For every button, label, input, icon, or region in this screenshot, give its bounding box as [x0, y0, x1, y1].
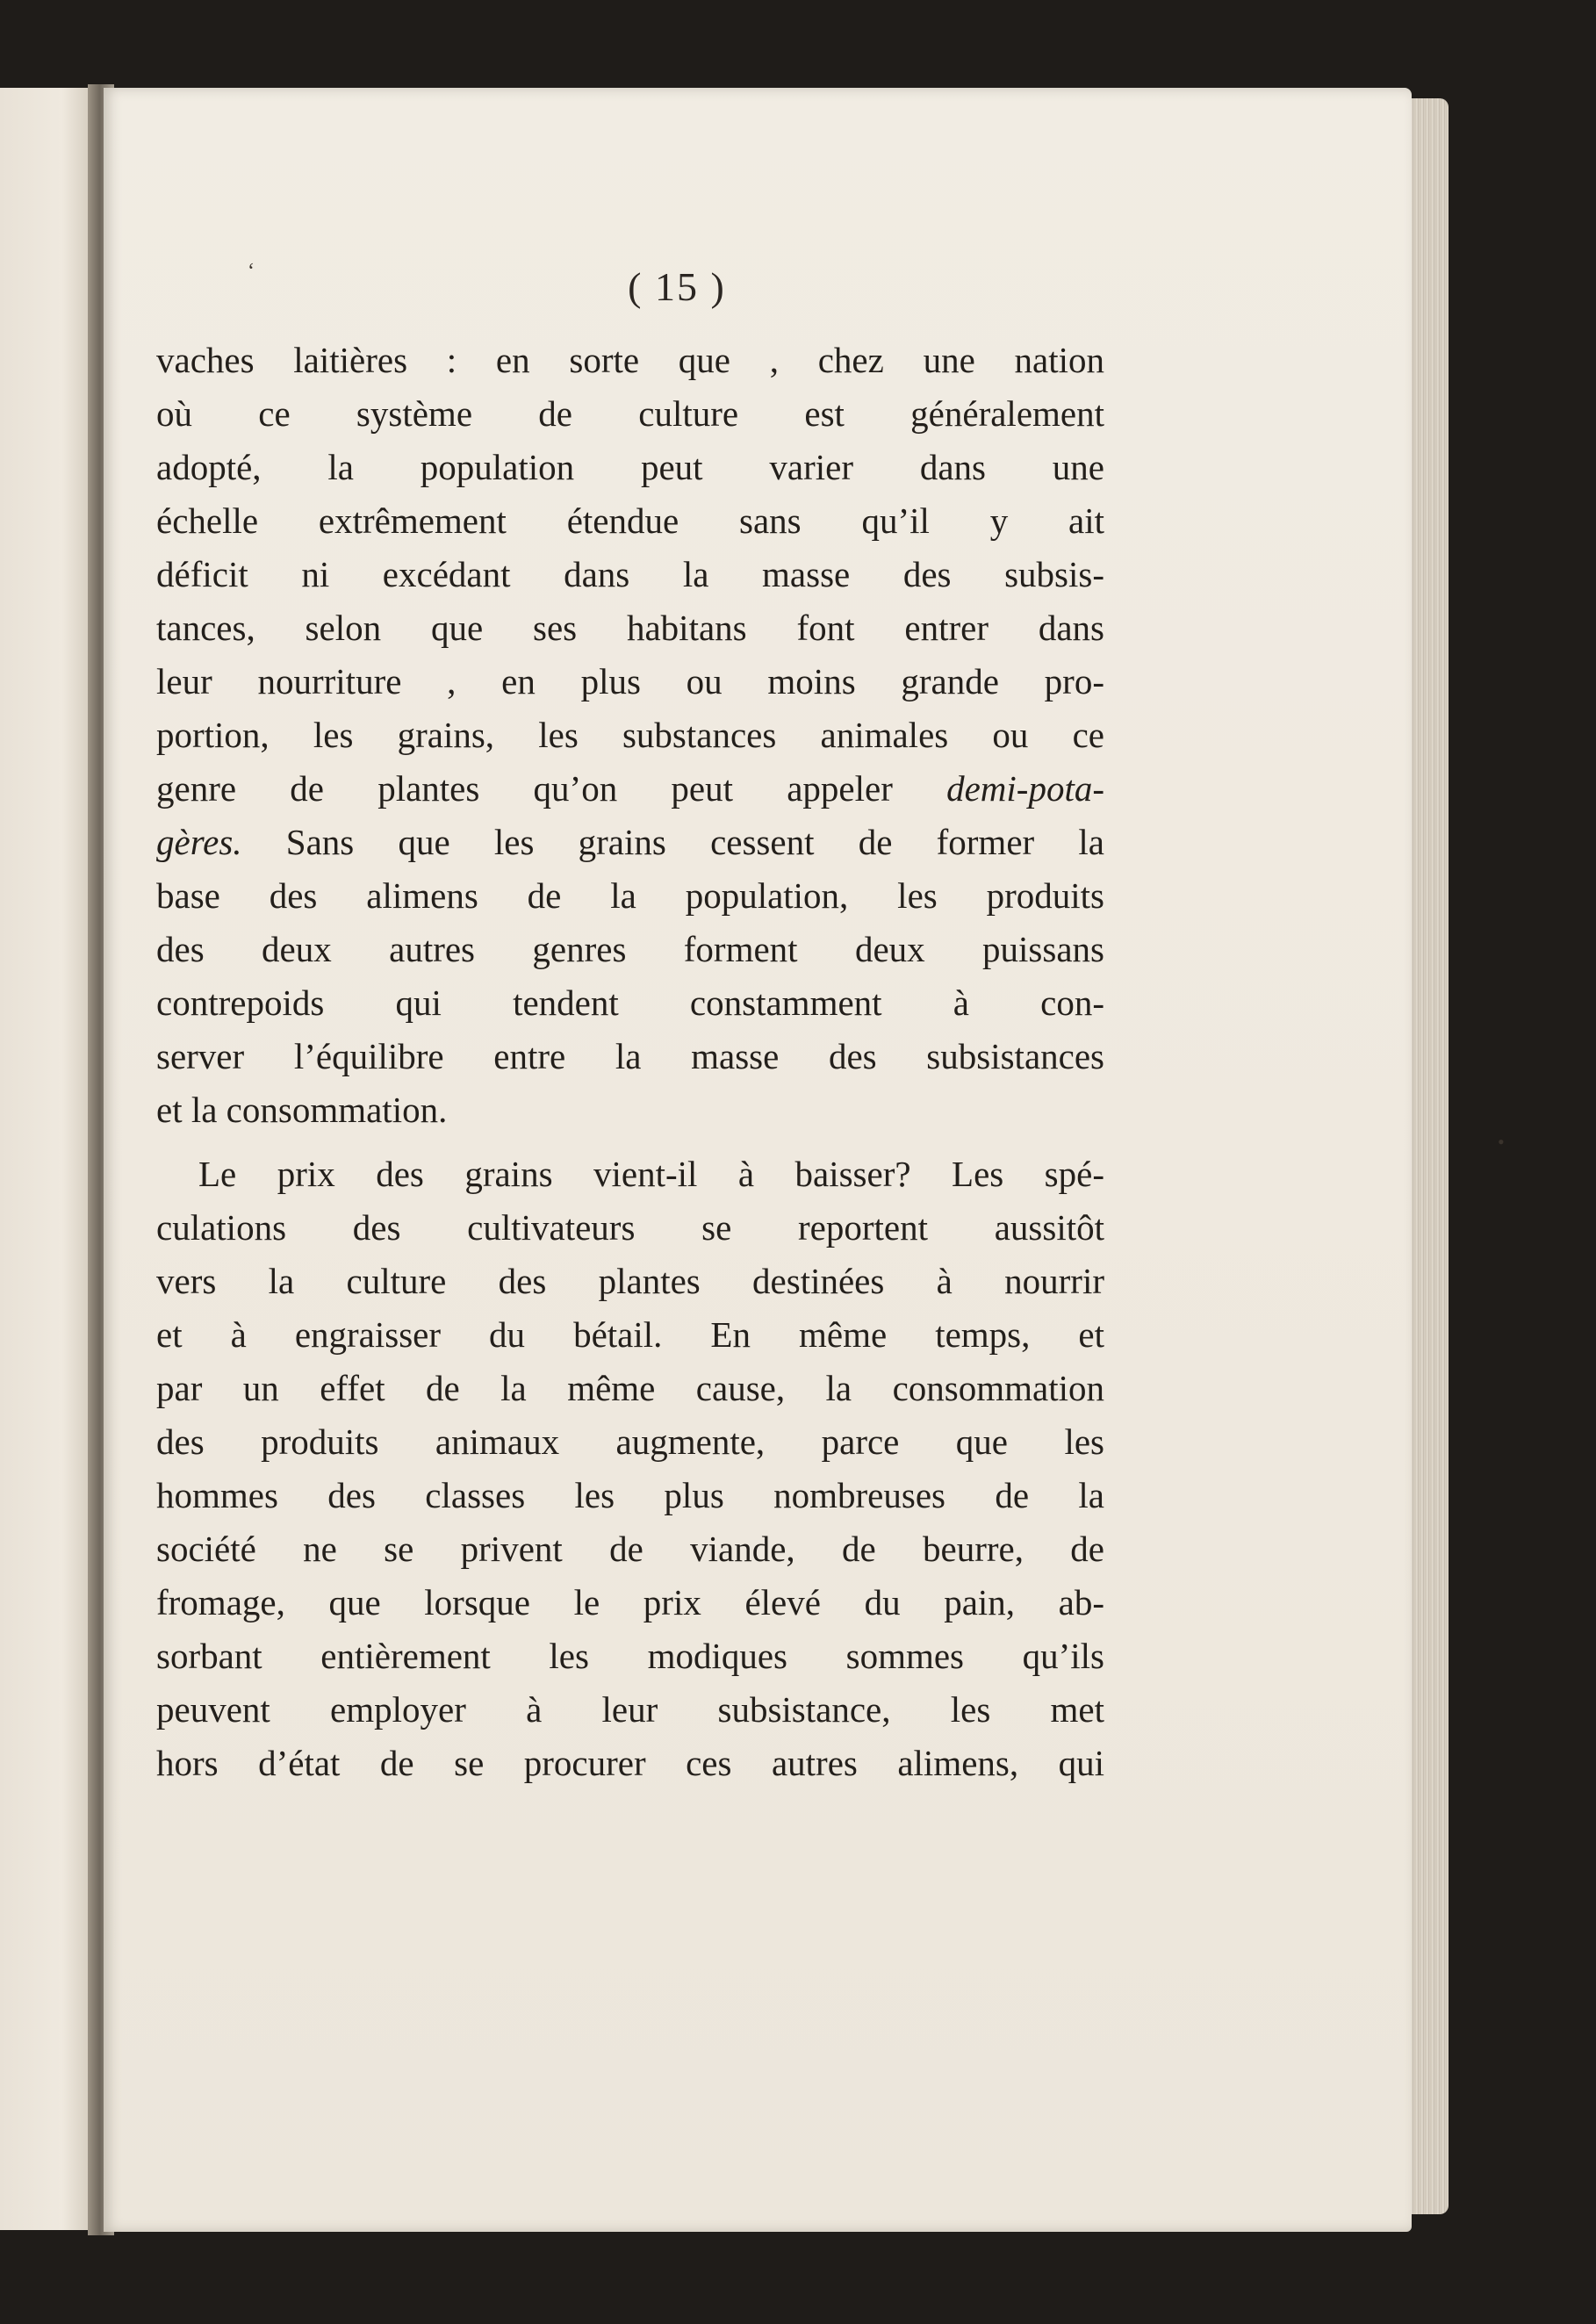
page-number: ( 15 )	[628, 264, 726, 309]
margin-mark-right: •	[1498, 1131, 1505, 1153]
text-line: portion, les grains, les substances animales ou ce	[156, 715, 1104, 755]
text-line: échelle extrêmement étendue sans qu’il y ait	[156, 500, 1104, 541]
text-line: tances, selon que ses habitans font entrer dans	[156, 608, 1104, 648]
text-line: vaches laitières : en sorte que , chez une nation	[156, 340, 1104, 380]
page-body-text	[156, 334, 1104, 1790]
text-line: hommes des classes les plus nombreuses de la	[156, 1475, 1104, 1515]
text-line: hors d’état de se procurer ces autres alimens, qui	[156, 1743, 1104, 1783]
text-line: des produits animaux augmente, parce que les	[156, 1421, 1104, 1462]
text-line: peuvent employer à leur subsistance, les met	[156, 1689, 1104, 1730]
paragraph-2	[156, 1148, 1104, 1790]
text-line: des deux autres genres forment deux puissans	[156, 929, 1104, 969]
line-text: Sans que les grains cessent de former la	[241, 822, 1104, 862]
text-line: sorbant entièrement les modiques sommes qu’ils	[156, 1636, 1104, 1676]
text-line: Le prix des grains vient-il à baisser? Les spé-	[198, 1154, 1104, 1194]
text-line: server l’équilibre entre la masse des subsistances	[156, 1036, 1104, 1076]
text-line: déficit ni excédant dans la masse des subsis-	[156, 554, 1104, 594]
text-line: culations des cultivateurs se reportent aussitôt	[156, 1207, 1104, 1248]
text-line: vers la culture des plantes destinées à nourrir	[156, 1261, 1104, 1301]
text-line: contrepoids qui tendent constamment à con-	[156, 982, 1104, 1023]
margin-mark-left: ‘	[248, 260, 255, 283]
text-line: fromage, que lorsque le prix élevé du pain, ab-	[156, 1582, 1104, 1622]
text-line: et à engraisser du bétail. En même temps, et	[156, 1314, 1104, 1355]
line-text: genre de plantes qu’on peut appeler	[156, 768, 947, 809]
text-line: où ce système de culture est généralement	[156, 393, 1104, 434]
text-line: et la consommation.	[156, 1090, 448, 1130]
text-line: leur nourriture , en plus ou moins grande pro-	[156, 661, 1104, 702]
italic-term: gères.	[156, 822, 242, 862]
text-line: société ne se privent de viande, de beurre, de	[156, 1529, 1104, 1569]
paragraph-1	[156, 334, 1104, 1137]
paragraph-gap	[156, 1137, 1104, 1148]
text-line: base des alimens de la population, les produits	[156, 875, 1104, 916]
text-line: par un effet de la même cause, la consommation	[156, 1368, 1104, 1408]
text-line-with-italic	[156, 762, 1104, 816]
text-line: adopté, la population peut varier dans une	[156, 447, 1104, 487]
italic-term: demi-pota-	[946, 768, 1104, 809]
text-line-with-italic	[156, 816, 1104, 869]
